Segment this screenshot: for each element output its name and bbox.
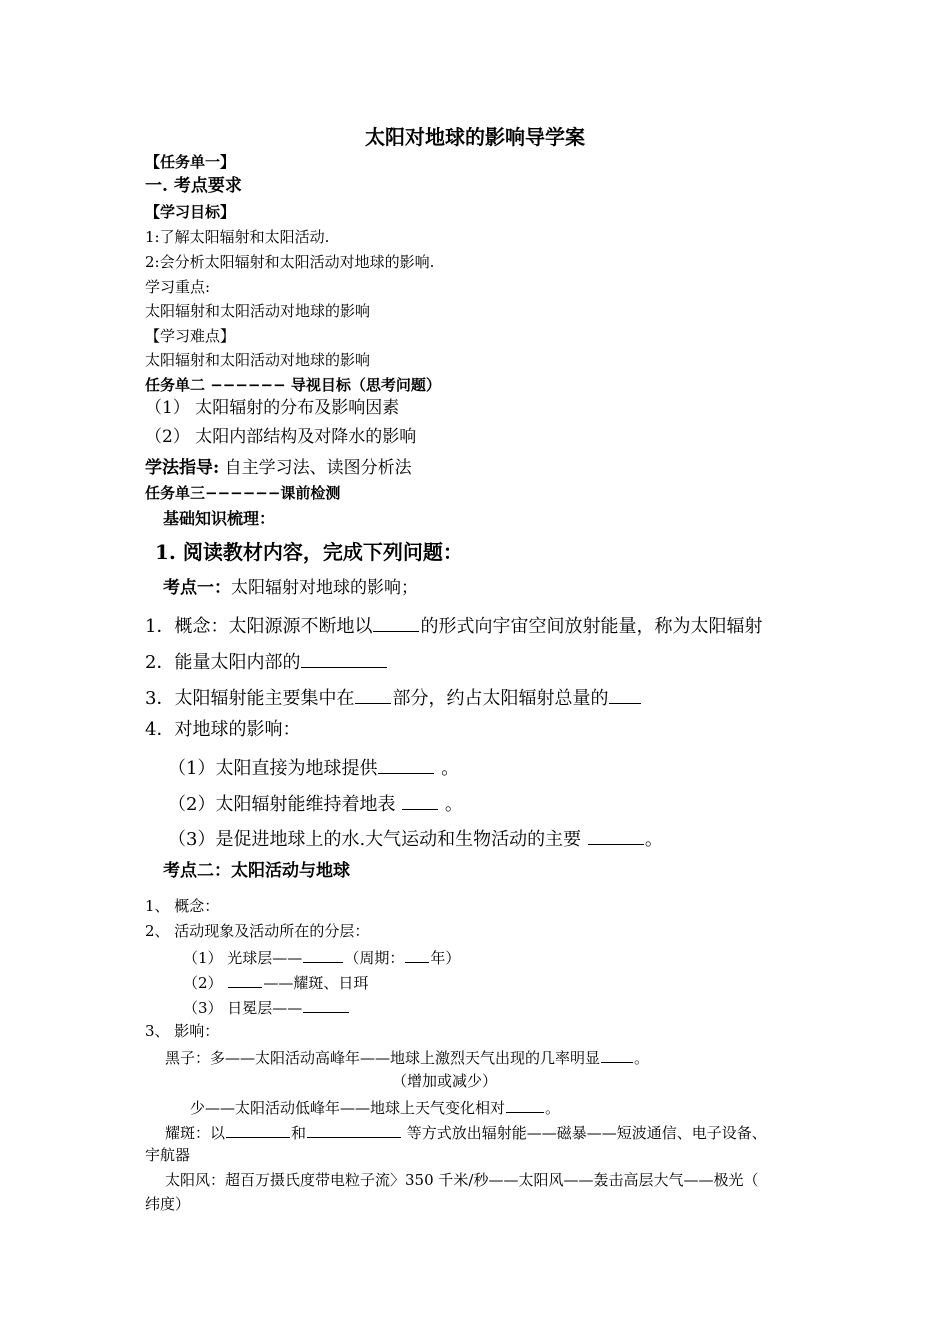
sunspot-less: 少——太阳活动低峰年——地球上天气变化相对 。 xyxy=(190,1099,561,1117)
layers-line: 2、 活动现象及活动所在的分层： xyxy=(145,922,370,940)
impact-line: 3、 影响： xyxy=(145,1022,220,1040)
layer-3: （3） 日冕层—— xyxy=(183,997,350,1017)
blank-9[interactable] xyxy=(228,972,262,988)
difficulty-text: 太阳辐射和太阳活动对地球的影响 xyxy=(145,351,371,369)
difficulty-heading: 【学习难点】 xyxy=(145,327,236,345)
page-title: 太阳对地球的影响导学案 xyxy=(365,125,585,149)
point1-label: 考点一： xyxy=(163,578,231,598)
blank-2[interactable] xyxy=(301,649,387,668)
blank-7[interactable] xyxy=(303,947,343,963)
item-3: 3．太阳辐射能主要集中在 部分，约占太阳辐射总量的 xyxy=(145,685,642,710)
sub-item-1: （1）太阳直接为地球提供 。 xyxy=(168,755,459,780)
sub-item-2: （2）太阳辐射能维持着地表 。 xyxy=(168,791,463,816)
blank-5[interactable] xyxy=(402,791,438,810)
blank-6[interactable] xyxy=(588,826,644,845)
blank-12[interactable] xyxy=(506,1097,544,1113)
question-2: （2） 太阳内部结构及对降水的影响 xyxy=(145,427,417,447)
task3-heading: 任务单三−−−−−−课前检测 xyxy=(145,484,341,502)
basics-heading: 基础知识梳理： xyxy=(163,509,276,528)
point1-line xyxy=(163,578,418,598)
blank-10[interactable] xyxy=(303,997,349,1013)
concept-line: 1、 概念： xyxy=(145,897,220,915)
method-line xyxy=(145,458,412,478)
sunspot-note: （增加或减少） xyxy=(392,1072,498,1090)
focus-heading: 学习重点: xyxy=(145,278,211,296)
goal-1: 1:了解太阳辐射和太阳活动. xyxy=(145,228,330,246)
blank-13[interactable] xyxy=(226,1122,290,1138)
blank-14[interactable] xyxy=(307,1122,401,1138)
solar-wind-line-cont: 纬度） xyxy=(145,1195,191,1213)
flare-line: 耀斑：以 和 等方式放出辐射能——磁暴——短波通信、电子设备、 xyxy=(165,1124,767,1142)
method-label: 学法指导: xyxy=(145,458,220,478)
blank-3b[interactable] xyxy=(609,685,641,704)
item-2: 2．能量太阳内部的 xyxy=(145,649,388,674)
point1-text: 太阳辐射对地球的影响； xyxy=(231,578,418,598)
blank-1[interactable] xyxy=(373,613,419,632)
section-heading: 一. 考点要求 xyxy=(145,176,242,196)
item-4: 4．对地球的影响： xyxy=(145,719,301,740)
blank-4[interactable] xyxy=(378,755,434,774)
read-title: 1. 阅读教材内容，完成下列问题： xyxy=(155,540,463,564)
blank-11[interactable] xyxy=(601,1047,633,1063)
goals-heading: 【学习目标】 xyxy=(145,203,236,221)
layer-2: （2） ——耀斑、日珥 xyxy=(183,974,369,992)
layer-1: （1） 光球层—— （周期： 年） xyxy=(183,949,461,967)
goal-2: 2:会分析太阳辐射和太阳活动对地球的影响. xyxy=(145,253,435,271)
question-1: （1） 太阳辐射的分布及影响因素 xyxy=(145,398,400,418)
sunspot-more: 黑子：多——太阳活动高峰年——地球上激烈天气出现的几率明显 。 xyxy=(165,1049,650,1067)
method-text: 自主学习法、读图分析法 xyxy=(219,458,412,478)
flare-line-cont: 宇航器 xyxy=(145,1146,191,1164)
solar-wind-line: 太阳风：超百万摄氏度带电粒子流〉350 千米/秒——太阳风——轰击高层大气——极光（ xyxy=(165,1171,759,1189)
task2-heading: 任务单二 −−−−−− 导视目标（思考问题） xyxy=(145,376,441,394)
blank-3a[interactable] xyxy=(355,685,391,704)
sub-item-3: （3）是促进地球上的水.大气运动和生物活动的主要 。 xyxy=(168,826,663,851)
point2-heading: 考点二：太阳活动与地球 xyxy=(163,861,350,881)
focus-text: 太阳辐射和太阳活动对地球的影响 xyxy=(145,302,371,320)
task1-heading: 【任务单一】 xyxy=(145,153,236,171)
blank-8[interactable] xyxy=(405,947,429,963)
item-1: 1．概念：太阳源源不断地以 的形式向宇宙空间放射能量，称为太阳辐射 xyxy=(145,613,762,638)
